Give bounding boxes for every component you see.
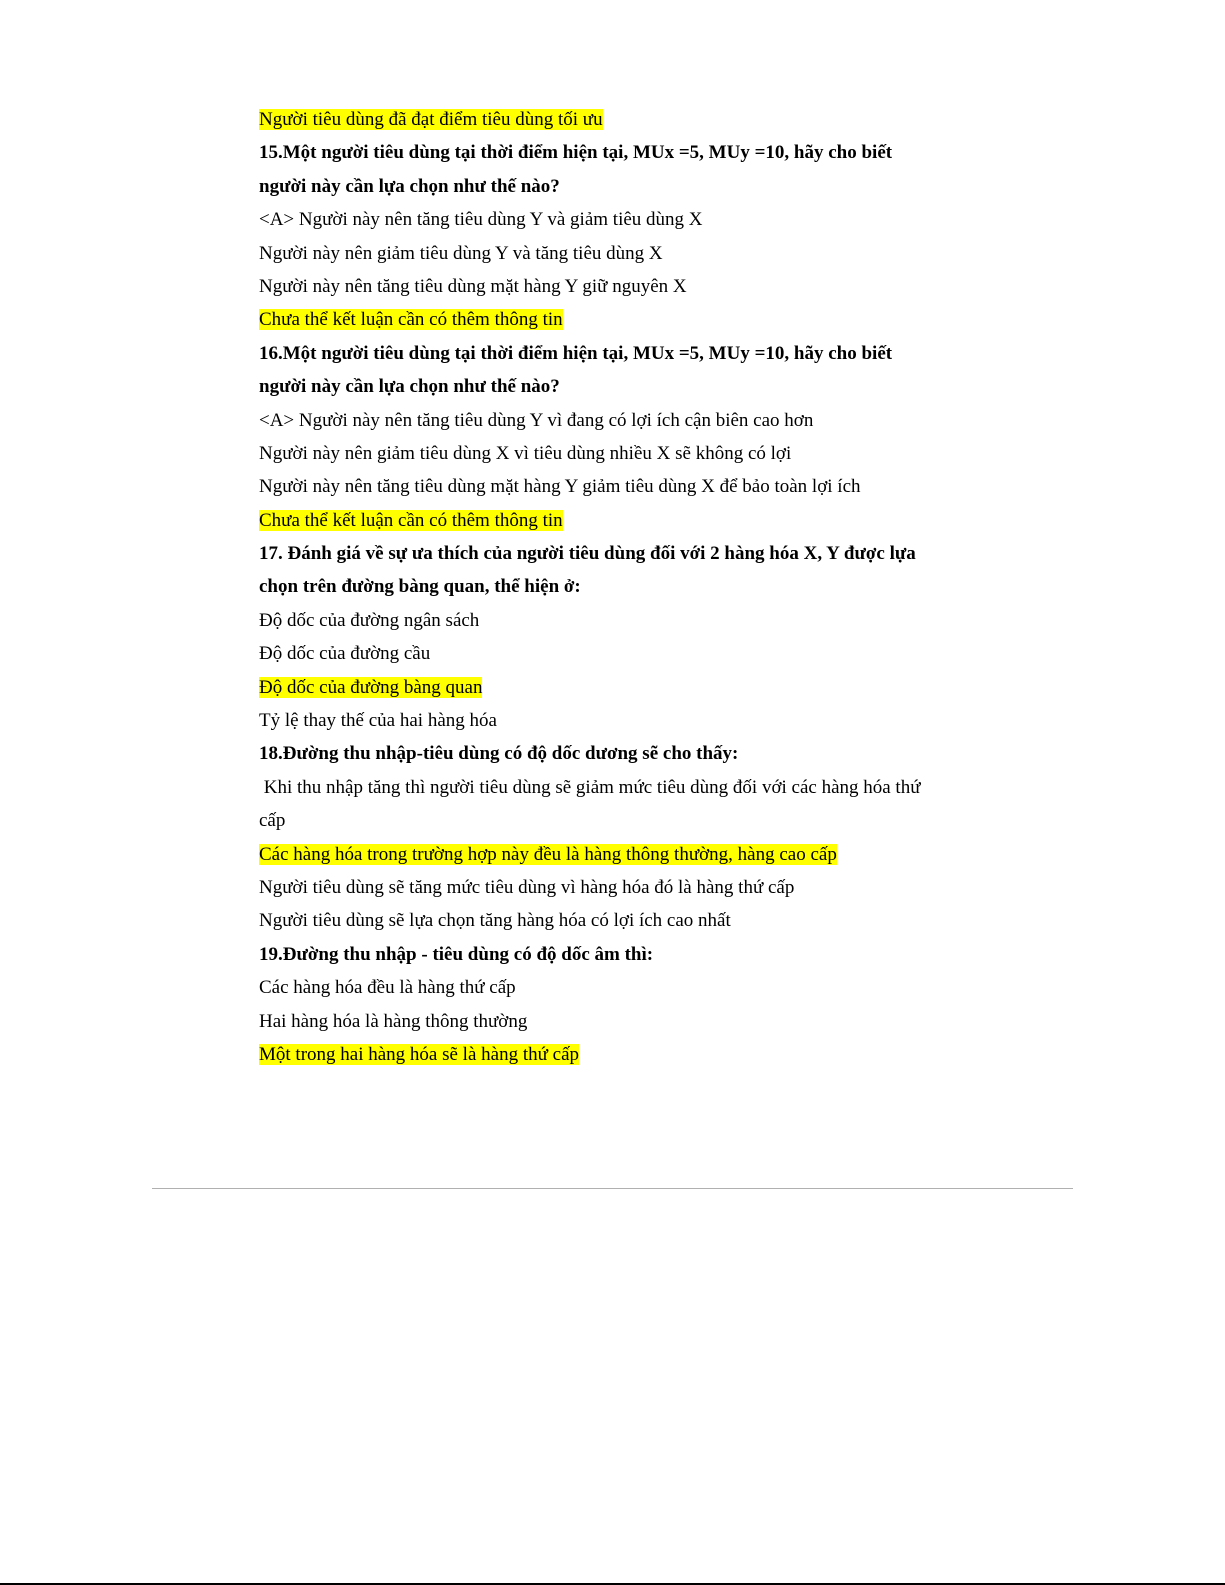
answer-option [259, 470, 959, 503]
option-text: Khi thu nhập tăng thì người tiêu dùng sẽ giảm mức tiêu dùng đối với các hàng hóa thứ [259, 776, 921, 798]
option-text: <A> Người này nên tăng tiêu dùng Y và giảm tiêu dùng X [259, 209, 703, 231]
question-text: 16.Một người tiêu dùng tại thời điểm hiện tại, MUx =5, MUy =10, hãy cho biết [259, 342, 893, 364]
answer-option [259, 437, 959, 470]
option-text: Độ dốc của đường ngân sách [259, 609, 480, 631]
answer-option [259, 203, 959, 236]
answer-option [259, 604, 959, 637]
answer-option [259, 303, 959, 336]
answer-option [259, 1038, 959, 1071]
question-text: 19.Đường thu nhập - tiêu dùng có độ dốc âm thì: [259, 943, 654, 965]
question-16-cont [259, 370, 959, 403]
option-text: Hai hàng hóa là hàng thông thường [259, 1010, 528, 1032]
option-text: cấp [259, 810, 286, 832]
answer-option [259, 637, 959, 670]
answer-option [259, 904, 959, 937]
document-content [259, 103, 959, 1071]
option-text: <A> Người này nên tăng tiêu dùng Y vì đang có lợi ích cận biên cao hơn [259, 409, 814, 431]
highlighted-answer: Một trong hai hàng hóa sẽ là hàng thứ cấp [259, 1043, 580, 1065]
answer-option [259, 1005, 959, 1038]
option-text: Tỷ lệ thay thế của hai hàng hóa [259, 710, 497, 732]
highlighted-answer: Người tiêu dùng đã đạt điểm tiêu dùng tối ưu [259, 109, 603, 130]
option-text: Người này nên giảm tiêu dùng X vì tiêu dùng nhiều X sẽ không có lợi [259, 442, 792, 464]
highlighted-answer: Chưa thể kết luận cần có thêm thông tin [259, 509, 563, 531]
answer-option [259, 237, 959, 270]
question-text: 18.Đường thu nhập-tiêu dùng có độ dốc dương sẽ cho thấy: [259, 743, 739, 765]
question-18 [259, 737, 959, 770]
question-text: người này cần lựa chọn như thế nào? [259, 175, 560, 197]
answer-option [259, 771, 959, 804]
question-15 [259, 136, 959, 169]
question-text: chọn trên đường bàng quan, thể hiện ở: [259, 576, 581, 598]
option-text: Người này nên tăng tiêu dùng mặt hàng Y giữ nguyên X [259, 275, 687, 297]
highlighted-answer: Các hàng hóa trong trường hợp này đều là hàng thông thường, hàng cao cấp [259, 843, 837, 865]
question-text: 17. Đánh giá về sự ưa thích của người tiêu dùng đối với 2 hàng hóa X, Y được lựa [259, 543, 916, 565]
option-text: Người tiêu dùng sẽ tăng mức tiêu dùng vì hàng hóa đó là hàng thứ cấp [259, 876, 795, 898]
page-divider [152, 1188, 1073, 1189]
question-17 [259, 537, 959, 570]
answer-option [259, 871, 959, 904]
answer-option [259, 404, 959, 437]
text-line [259, 103, 959, 136]
answer-option-cont [259, 804, 959, 837]
option-text: Các hàng hóa đều là hàng thứ cấp [259, 977, 516, 999]
question-text: người này cần lựa chọn như thế nào? [259, 376, 560, 398]
question-19 [259, 938, 959, 971]
question-15-cont [259, 170, 959, 203]
answer-option [259, 838, 959, 871]
answer-option [259, 504, 959, 537]
answer-option [259, 671, 959, 704]
question-text: 15.Một người tiêu dùng tại thời điểm hiện tại, MUx =5, MUy =10, hãy cho biết [259, 142, 893, 164]
option-text: Người này nên tăng tiêu dùng mặt hàng Y giảm tiêu dùng X để bảo toàn lợi ích [259, 476, 861, 498]
option-text: Người tiêu dùng sẽ lựa chọn tăng hàng hóa có lợi ích cao nhất [259, 910, 731, 932]
highlighted-answer: Chưa thể kết luận cần có thêm thông tin [259, 309, 563, 331]
answer-option [259, 971, 959, 1004]
answer-option [259, 270, 959, 303]
option-text: Độ dốc của đường cầu [259, 643, 431, 665]
highlighted-answer: Độ dốc của đường bàng quan [259, 676, 483, 698]
question-16 [259, 337, 959, 370]
option-text: Người này nên giảm tiêu dùng Y và tăng tiêu dùng X [259, 242, 663, 264]
answer-option [259, 704, 959, 737]
question-17-cont [259, 570, 959, 603]
